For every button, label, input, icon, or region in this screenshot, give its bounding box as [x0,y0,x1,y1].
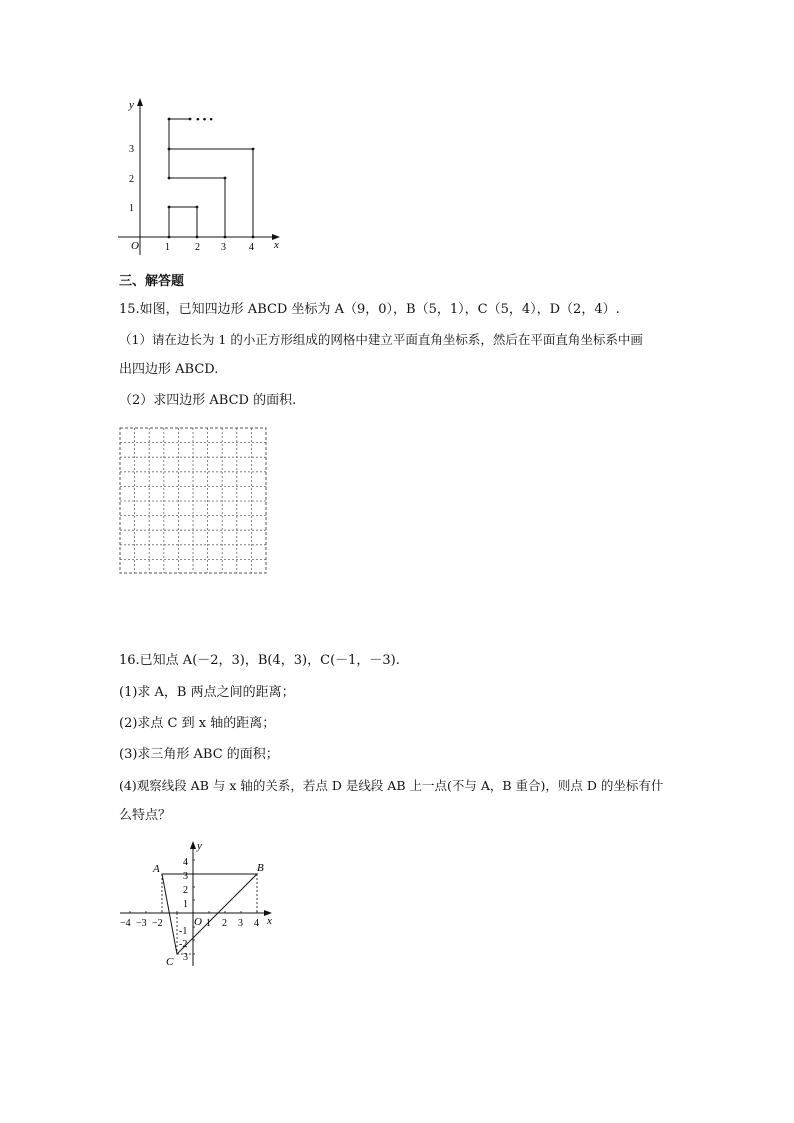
triangle-abc [162,874,257,954]
ellipsis: • • • [196,114,214,126]
q15-line2: （1）请在边长为 1 的小正方形组成的网格中建立平面直角坐标系，然后在平面直角坐标系中画 [119,332,643,347]
x-tick-label: −2 [152,918,163,929]
q16-line6: 么特点？ [119,808,172,823]
q15-line4: （2）求四边形 ABCD 的面积. [119,393,297,408]
q16-line2: (1)求 A，B 两点之间的距离； [119,685,295,700]
vertex-dot [196,206,199,209]
vertex-dot [189,118,192,121]
vertex-dot [252,148,255,151]
y-tick-label: 3 [129,144,134,155]
x-tick-label: 4 [249,242,254,253]
vertex-dot [168,206,171,209]
y-tick-label: -1 [179,926,188,937]
origin-label: O [131,240,139,252]
x-tick-label: 2 [195,242,200,253]
vertex-dot [252,236,255,239]
y-tick-label: 1 [183,899,188,910]
x-tick-label: 3 [221,242,226,253]
x-tick-label: 4 [254,918,259,929]
point-a-label: A [153,863,160,875]
y-tick-label: 2 [183,885,188,896]
spiral-path [169,149,253,237]
vertex-dot [196,236,199,239]
origin-label: O [194,916,202,928]
y-axis-label: y [129,99,134,111]
y-tick-label: 1 [129,203,134,214]
point-c-label: C [166,956,174,968]
vertex-dot [224,236,227,239]
y-axis-arrow [137,98,143,106]
q15-line1: 15.如图，已知四边形 ABCD 坐标为 A（9，0），B（5，1），C（5，4），D（2，4）. [119,302,620,317]
q16-line3: (2)求点 C 到 x 轴的距离； [119,716,276,731]
y-axis-label: y [197,840,202,852]
x-axis-label: x [274,239,279,251]
section-title: 三、解答题 [119,274,185,289]
q16-line1: 16.已知点 A(－2，3)，B(4，3)，C(－1，－3). [119,653,400,668]
q15-line3: 出四边形 ABCD. [119,362,219,377]
x-tick-label: 3 [238,918,243,929]
dashed-grid [119,427,268,575]
x-tick-label: 1 [165,242,170,253]
q16-line4: (3)求三角形 ABC 的面积； [119,747,279,762]
vertex-dot [168,148,171,151]
vertex-dot [168,118,171,121]
x-tick-label: 1 [206,918,211,929]
x-tick-label: −3 [136,918,147,929]
y-axis-arrow [190,841,196,849]
x-tick-label: −4 [120,918,131,929]
q16-line5: (4)观察线段 AB 与 x 轴的关系，若点 D 是线段 AB 上一点(不与 A，B 重合)，则点 D 的坐标有什 [119,778,664,793]
y-tick-label: 4 [183,857,188,868]
triangle-coordinate-figure [116,836,286,971]
y-tick-label: -2 [179,939,188,950]
vertex-dot [168,236,171,239]
y-tick-label: 2 [129,174,134,185]
x-tick-label: 2 [222,918,227,929]
vertex-dot [224,177,227,180]
spiral-coordinate-figure [110,90,300,260]
x-axis-label: x [267,915,272,927]
y-tick-label: 3 [183,952,188,963]
point-b-label: B [257,862,264,874]
y-tick-label: 3 [183,871,188,882]
vertex-dot [168,177,171,180]
